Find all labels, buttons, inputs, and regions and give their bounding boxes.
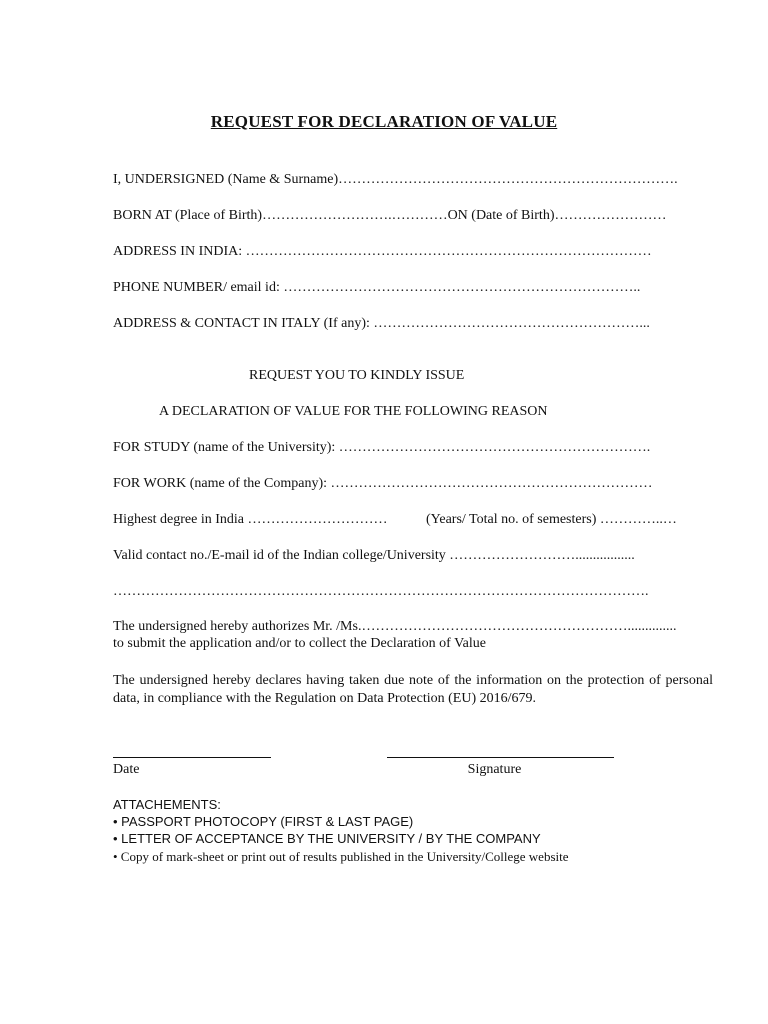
work-field: FOR WORK (name of the Company): …………………………………………………………… <box>113 476 653 491</box>
authorization-line-2: to submit the application and/or to collect the Declaration of Value <box>113 636 486 651</box>
semesters-field: (Years/ Total no. of semesters) …………..… <box>426 512 677 527</box>
signature-line <box>387 757 614 758</box>
attachment-item: • LETTER OF ACCEPTANCE BY THE UNIVERSITY / BY THE COMPANY <box>113 831 541 846</box>
date-signature-line <box>113 757 271 758</box>
name-field: I, UNDERSIGNED (Name & Surname)………………………………………………………………. <box>113 172 678 187</box>
birth-field: BORN AT (Place of Birth)……………………….…………ON (Date of Birth)…………………… <box>113 208 667 223</box>
phone-field: PHONE NUMBER/ email id: ………………………………………………………………….. <box>113 280 641 295</box>
college-contact-field: Valid contact no./E-mail id of the Indian college/University ………………………................. <box>113 548 635 563</box>
attachment-item: • Copy of mark-sheet or print out of results published in the University/College website <box>113 849 569 864</box>
attachments-heading: ATTACHEMENTS: <box>113 797 221 812</box>
request-line-2: A DECLARATION OF VALUE FOR THE FOLLOWING REASON <box>159 404 548 419</box>
study-field: FOR STUDY (name of the University): …………………………………………………………. <box>113 440 651 455</box>
address-india-field: ADDRESS IN INDIA: …………………………………………………………………………… <box>113 244 652 259</box>
blank-dotted-line: ……………………………………………………………………………………………………. <box>113 584 649 599</box>
date-label: Date <box>113 762 140 777</box>
signature-label: Signature <box>467 762 522 777</box>
degree-field: Highest degree in India ………………………… <box>113 512 388 527</box>
document-title: REQUEST FOR DECLARATION OF VALUE <box>210 112 558 131</box>
address-italy-field: ADDRESS & CONTACT IN ITALY (If any): …………………………………………………... <box>113 316 650 331</box>
authorization-line-1: The undersigned hereby authorizes Mr. /Ms.………………………………………………….............. <box>113 619 677 634</box>
privacy-statement: The undersigned hereby declares having taken due note of the information on the protection of personal data, in compliance with the Regulation on Data Protection (EU) 2016/679. <box>113 673 713 706</box>
request-line-1: REQUEST YOU TO KINDLY ISSUE <box>249 368 465 383</box>
attachment-item: • PASSPORT PHOTOCOPY (FIRST & LAST PAGE) <box>113 814 414 829</box>
